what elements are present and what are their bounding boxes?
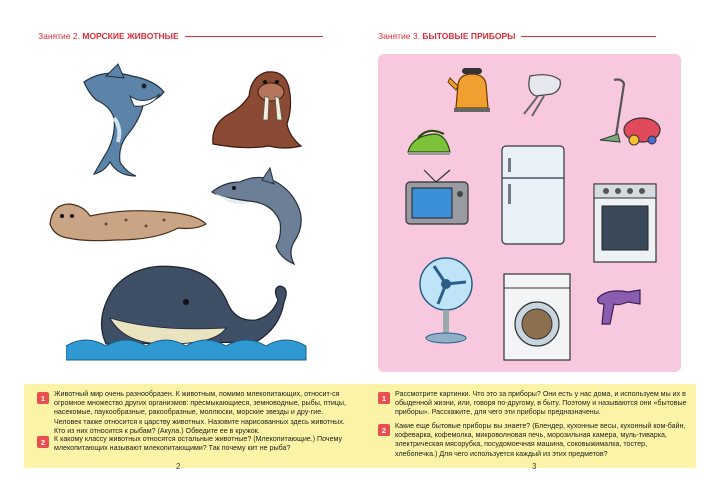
vacuum-cleaner-icon — [594, 76, 666, 152]
kettle-icon — [446, 64, 496, 114]
task-1-badge: 1 — [37, 392, 49, 404]
stove-icon — [590, 180, 660, 266]
title-underline — [185, 36, 323, 37]
lesson-2-prefix: Занятие 2. — [38, 31, 80, 41]
dolphin-icon — [210, 166, 314, 268]
fan-icon — [412, 254, 480, 344]
title-underline — [521, 36, 656, 37]
task-2-text: К какому классу животных относятся остальные животные? (Млекопитающие.) Почему млекопитающих называют млекопитающими? Так почему кит не рыба? — [54, 435, 343, 453]
shark-icon — [74, 62, 170, 180]
refrigerator-icon — [498, 144, 568, 248]
seal-icon — [46, 194, 210, 248]
task-1-text: Животный мир очень разнообразен. К животным, помимо млекопитающих, относит-ся огромное множество других организмов: пресмыкающиеся, земноводные, рыбы, птицы, насекомые, паукообразные, ракообразные, моллюски, морские звезды и дру-гие. Человек также относится к царству животных. Назовите нарисованных здесь животных. Кто из них относится к рыбам? (Акула.) Обведите ее в кружок. — [54, 390, 346, 435]
task-1-badge: 1 — [378, 392, 390, 404]
page-number-left: 2 — [176, 462, 181, 471]
task-1-text: Рассмотрите картинки. Что это за приборы? Они есть у нас дома, и используем мы их в обыденной жизни, или, говоря по-другому, в быту. Поэтому и называются они «бытовые приборы». Расскажите, для чего эти приборы предназначены. — [395, 390, 687, 417]
page-number-right: 3 — [532, 462, 537, 471]
lesson-3-prefix: Занятие 3. — [378, 31, 420, 41]
task-2-badge: 2 — [378, 424, 390, 436]
task-2-text: Какие еще бытовые приборы вы знаете? (Блендер, кухонные весы, кухонный ком-байн, кофеварка, кофемолка, микроволновая печь, морозильная камера, муль-тиварка, электрическая мясорубка, посудомоечная машина, соковыжималка, тостер, хлебопечка.) Для чего используется каждый из этих предметов? — [395, 422, 686, 458]
mixer-icon — [510, 70, 566, 120]
hair-dryer-icon — [592, 284, 644, 332]
tv-icon — [404, 168, 470, 230]
whale-icon — [66, 258, 336, 362]
iron-icon — [404, 124, 454, 158]
right-page — [360, 0, 720, 501]
washing-machine-icon — [500, 272, 574, 364]
walrus-icon — [205, 66, 305, 152]
lesson-2-name: МОРСКИЕ ЖИВОТНЫЕ — [82, 31, 179, 41]
lesson-2-title — [38, 31, 323, 41]
lesson-3-name: БЫТОВЫЕ ПРИБОРЫ — [422, 31, 516, 41]
task-2-badge: 2 — [37, 436, 49, 448]
lesson-3-title — [378, 31, 656, 41]
